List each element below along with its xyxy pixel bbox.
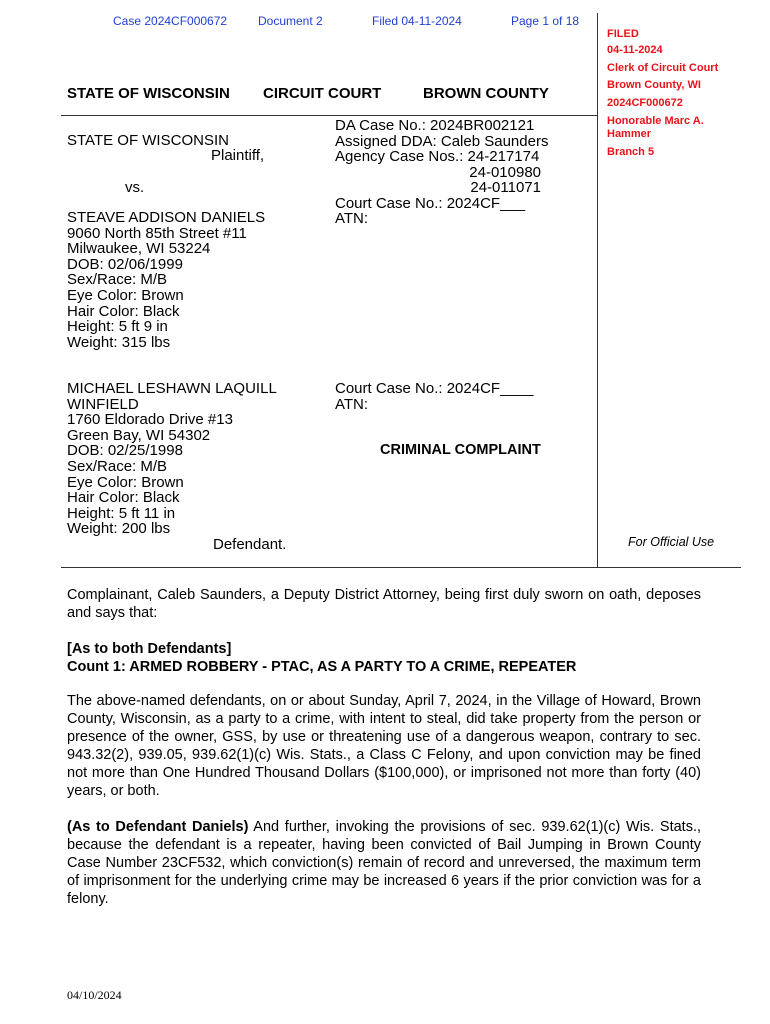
da-case-number: DA Case No.: 2024BR002121 [335, 117, 535, 134]
agency-case-number-2: 24-010980 [469, 163, 541, 181]
plaintiff-name: STATE OF WISCONSIN [67, 132, 229, 149]
stamp-judge-surname: Hammer [607, 128, 652, 140]
defendant-2-weight: Weight: 200 lbs [67, 520, 171, 538]
court-case-number-1: Court Case No.: 2024CF___ [335, 195, 526, 212]
defendant-1-name: STEAVE ADDISON DANIELS [67, 209, 266, 226]
repeater-lead: (As to Defendant Daniels) [67, 819, 249, 835]
defendant-1-height: Height: 5 ft 9 in [67, 318, 168, 336]
stamp-judge: Honorable Marc A. [607, 115, 704, 127]
court-case-number-2: Court Case No.: 2024CF____ [335, 380, 534, 397]
caption-bottom-rule [61, 567, 741, 568]
caption-vertical-rule [597, 13, 598, 568]
stamp-clerk: Clerk of Circuit Court [607, 62, 719, 74]
agency-case-number-3: 24-011071 [470, 179, 541, 197]
caption-top-rule [61, 115, 597, 116]
count-1-text: The above-named defendants, on or about Sunday, April 7, 2024, in the Village of Howard, Brown County, Wisconsin, as a party to a crime, with intent to steal, did take property from the person or presence of the owner, GSS, by use or threatening use of a dangerous weapon, contrary to sec. 943.32(2), 939.05, 939.62(1)(c) Wis. Stats., a Class C Felony, and upon conviction may be fined not more than One Hundred Thousand Dollars ($100,000), or imprisoned not more than forty (40) years, or both. [67, 693, 701, 799]
defendant-2-city: Green Bay, WI 54302 [67, 426, 211, 444]
case-info-block [335, 118, 548, 165]
defendant-1-sex-race: Sex/Race: M/B [67, 271, 168, 289]
defendant-2-name-cont: WINFIELD [67, 395, 139, 413]
header-page-number: Page 1 of 18 [511, 14, 580, 28]
defendant-2-sex-race: Sex/Race: M/B [67, 457, 168, 475]
header-filed-date: Filed 04-11-2024 [372, 14, 462, 28]
atn-2: ATN: [335, 396, 369, 413]
agency-case-numbers: Agency Case Nos.: 24-217174 [335, 148, 540, 166]
defendant-2-eye-color: Eye Color: Brown [67, 473, 184, 491]
plaintiff-label: Plaintiff, [211, 147, 265, 164]
repeater-text: And further, invoking the provisions of sec. 939.62(1)(c) Wis. Stats., because the defendant is a repeater, having been convicted of Bail Jumping in Brown County Case Number 23CF532, which conviction(s) remain of record and unreversed, the maximum term of imprisonment for the underlying crime may be increased 6 years if the prior conviction was for a felony. [67, 819, 702, 907]
count-1-heading: Count 1: ARMED ROBBERY - PTAC, AS A PARTY TO A CRIME, REPEATER [67, 659, 577, 675]
atn-1: ATN: [335, 210, 369, 227]
document-title: CRIMINAL COMPLAINT [380, 442, 541, 458]
agency-case-more [420, 165, 541, 196]
heading-county: BROWN COUNTY [423, 85, 549, 102]
defendant-1-address: 9060 North 85th Street #11 [67, 224, 247, 242]
assigned-dda: Assigned DDA: Caleb Saunders [335, 132, 549, 150]
defendant-label: Defendant. [213, 536, 287, 553]
stamp-case-number: 2024CF000672 [607, 97, 683, 109]
header-document-number: Document 2 [258, 14, 323, 28]
defendant-1-dob: DOB: 02/06/1999 [67, 255, 183, 273]
heading-court: CIRCUIT COURT [263, 85, 382, 102]
stamp-branch: Branch 5 [607, 146, 655, 158]
defendant-1-hair-color: Hair Color: Black [67, 302, 180, 320]
stamp-filed: FILED [607, 28, 639, 40]
defendant-2-address: 1760 Eldorado Drive #13 [67, 411, 233, 429]
stamp-date: 04-11-2024 [607, 44, 663, 56]
official-use-label: For Official Use [628, 535, 715, 549]
heading-state: STATE OF WISCONSIN [67, 85, 230, 102]
defendant-2-block [67, 381, 277, 537]
complainant-intro: Complainant, Caleb Saunders, a Deputy District Attorney, being first duly sworn on oath, deposes and says that: [67, 587, 701, 621]
defendant-2-dob: DOB: 02/25/1998 [67, 442, 183, 460]
defendant-2-hair-color: Hair Color: Black [67, 489, 180, 507]
defendant-1-eye-color: Eye Color: Brown [67, 286, 184, 304]
defendant-2-name: MICHAEL LESHAWN LAQUILL [67, 380, 277, 397]
defendant-2-height: Height: 5 ft 11 in [67, 504, 176, 522]
footer-date: 04/10/2024 [67, 988, 122, 1002]
stamp-county: Brown County, WI [607, 79, 701, 91]
header-case-number: Case 2024CF000672 [113, 14, 228, 28]
defendant-1-city: Milwaukee, WI 53224 [67, 240, 211, 258]
repeater-paragraph [67, 818, 701, 908]
defendant-1-block [67, 210, 265, 350]
versus-label: vs. [125, 179, 145, 196]
as-to-both-heading: [As to both Defendants] [67, 641, 232, 657]
defendant-1-weight: Weight: 315 lbs [67, 333, 171, 351]
